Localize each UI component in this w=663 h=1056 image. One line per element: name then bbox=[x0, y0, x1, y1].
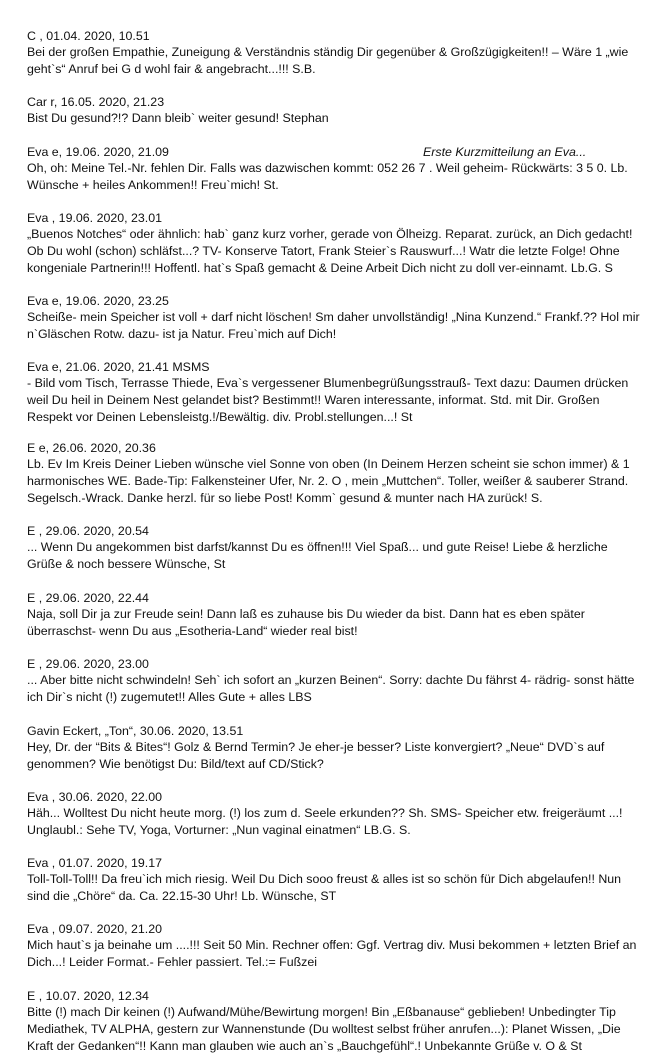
message-header: Car r, 16.05. 2020, 21.23 bbox=[27, 95, 165, 109]
message-entry bbox=[27, 94, 643, 127]
message-entry bbox=[27, 723, 643, 773]
message-entry bbox=[27, 921, 643, 971]
message-body: Bei der großen Empathie, Zuneigung & Verständnis ständig Dir gegenüber & Großzügigkeiten!! – Wäre 1 „wie geht`s“ Anruf bei G d wohl fair & angebracht...!!! S.B. bbox=[27, 45, 629, 76]
message-entry bbox=[27, 440, 643, 507]
message-header: Eva e, 21.06. 2020, 21.41 MSMS bbox=[27, 360, 210, 374]
message-header: Eva e, 19.06. 2020, 23.25 bbox=[27, 294, 169, 308]
message-body: ... Wenn Du angekommen bist darfst/kannst Du es öffnen!!! Viel Spaß... und gute Reise! Liebe & herzliche Grüße & noch bessere Wünsche, St bbox=[27, 540, 608, 571]
message-body: Bist Du gesund?!? Dann bleib` weiter gesund! Stephan bbox=[27, 111, 329, 125]
message-entry bbox=[27, 28, 643, 78]
message-body: Naja, soll Dir ja zur Freude sein! Dann laß es zuhause bis Du wieder da bist. Dann hat es eben später überraschst- wenn Du aus „Esotheria-Land“ wieder real bist! bbox=[27, 607, 585, 638]
message-header: Eva , 01.07. 2020, 19.17 bbox=[27, 856, 163, 870]
message-body: Hey, Dr. der “Bits & Bites“! Golz & Bernd Termin? Je eher-je besser? Liste konvergiert? „Neue“ DVD`s auf genommen? Wie benötigst Du: Bild/text auf CD/Stick? bbox=[27, 740, 605, 771]
message-entry bbox=[27, 656, 643, 706]
message-entry bbox=[27, 988, 643, 1055]
message-body: Lb. Ev Im Kreis Deiner Lieben wünsche viel Sonne von oben (In Deinem Herzen scheint sie schon immer) & 1 harmonisches WE. Bade-Tip: Falkensteiner Ufer, Nr. 2. O , mein „Muttchen“. Toller, weißer & sauberer Strand. Segelsch.-Wrack. Danke herzl. für so liebe Post! Komm` gesund & munter nach HA zurück! S. bbox=[27, 457, 630, 505]
annotation-note: Erste Kurzmitteilung an Eva... bbox=[423, 145, 587, 159]
message-entry bbox=[27, 590, 643, 640]
message-header: E , 29.06. 2020, 22.44 bbox=[27, 591, 149, 605]
message-entry bbox=[27, 359, 643, 426]
message-body: Scheiße- mein Speicher ist voll + darf nicht löschen! Sm daher unvollständig! „Nina Kunzend.“ Frankf.?? Hol mir n`Gläschen Rotw. dazu- ist ja Natur. Freu`mich auf Dich! bbox=[27, 310, 640, 341]
message-body: Bitte (!) mach Dir keinen (!) Aufwand/Mühe/Bewirtung morgen! Bin „Eßbanause“ geblieben! Unbedingter Tip Mediathek, TV ALPHA, gestern zur Wannenstunde (Du wolltest selbst früher anrufen...): Planet Wissen, „Die Kraft der Gedanken“!! Kann man glauben wie auch an`s „Bauchgefühl“.! Unbekannte Grüße v. O & St bbox=[27, 1005, 621, 1053]
message-header: C , 01.04. 2020, 10.51 bbox=[27, 29, 150, 43]
message-header: Eva , 09.07. 2020, 21.20 bbox=[27, 922, 163, 936]
message-body: „Buenos Notches“ oder ähnlich: hab` ganz kurz vorher, gerade von Ölheizg. Reparat. zurück, an Dich gedacht! Ob Du wohl (schon) schläfst...? TV- Konserve Tatort, Frank Steier`s Rauswurf...! Watr die letzte Folge! Ohne kongeniale Partnerin!!! Hoffentl. hat`s Spaß gemacht & Deine Arbeit Dich nicht zu doll ver-einnamt. Lb.G. S bbox=[27, 227, 633, 275]
message-header: E , 29.06. 2020, 23.00 bbox=[27, 657, 149, 671]
message-header: E , 29.06. 2020, 20.54 bbox=[27, 524, 149, 538]
message-entry bbox=[27, 210, 643, 277]
message-entry bbox=[27, 293, 643, 343]
message-header: E e, 26.06. 2020, 20.36 bbox=[27, 441, 156, 455]
message-header: Eva e, 19.06. 2020, 21.09 bbox=[27, 145, 169, 159]
message-header: Eva , 30.06. 2020, 22.00 bbox=[27, 790, 163, 804]
message-header: Eva , 19.06. 2020, 23.01 bbox=[27, 211, 163, 225]
message-entry bbox=[27, 144, 643, 194]
message-body: Häh... Wolltest Du nicht heute morg. (!) los zum d. Seele erkunden?? Sh. SMS- Speicher etw. freigeräumt ...! Unglaubl.: Sehe TV, Yoga, Vorturner: „Nun vaginal einatmen“ LB.G. S. bbox=[27, 806, 623, 837]
message-entry bbox=[27, 855, 643, 905]
message-entry bbox=[27, 523, 643, 573]
message-header: Gavin Eckert, „Ton“, 30.06. 2020, 13.51 bbox=[27, 724, 244, 738]
message-body: Toll-Toll-Toll!! Da freu`ich mich riesig. Weil Du Dich sooo freust & alles ist so schön für Dich abgelaufen!! Nun sind die „Chöre“ da. Ca. 22.15-30 Uhr! Lb. Wünsche, ST bbox=[27, 872, 622, 903]
message-entry bbox=[27, 789, 643, 839]
message-body: - Bild vom Tisch, Terrasse Thiede, Eva`s vergessener Blumenbegrüßungsstrauß- Text dazu: Daumen drücken weil Du heil in Deinem Nest gelandet bist? Bestimmt!! Waren interessante, informat. Std. mit Dir. Großen Respekt vor Deinen Lebensleistg.!/Bewältig. div. Probl.stellungen...! St bbox=[27, 376, 629, 424]
message-header: E , 10.07. 2020, 12.34 bbox=[27, 989, 149, 1003]
message-body: Oh, oh: Meine Tel.-Nr. fehlen Dir. Falls was dazwischen kommt: 052 26 7 . Weil geheim- Rückwärts: 3 5 0. Lb. Wünsche + heiles Ankommen!! Freu`mich! St. bbox=[27, 161, 628, 192]
message-header-row bbox=[27, 144, 643, 160]
message-body: ... Aber bitte nicht schwindeln! Seh` ich sofort an „kurzen Beinen“. Sorry: dachte Du fährst 4- rädrig- sonst hätte ich Dir`s nicht (!) zugemutet!! Alles Gute + alles LBS bbox=[27, 673, 635, 704]
message-body: Mich haut`s ja beinahe um ....!!! Seit 50 Min. Rechner offen: Ggf. Vertrag div. Musi bekommen + letzten Brief an Dich...! Leider Format.- Fehler passiert. Tel.:= Fußzei bbox=[27, 938, 637, 969]
